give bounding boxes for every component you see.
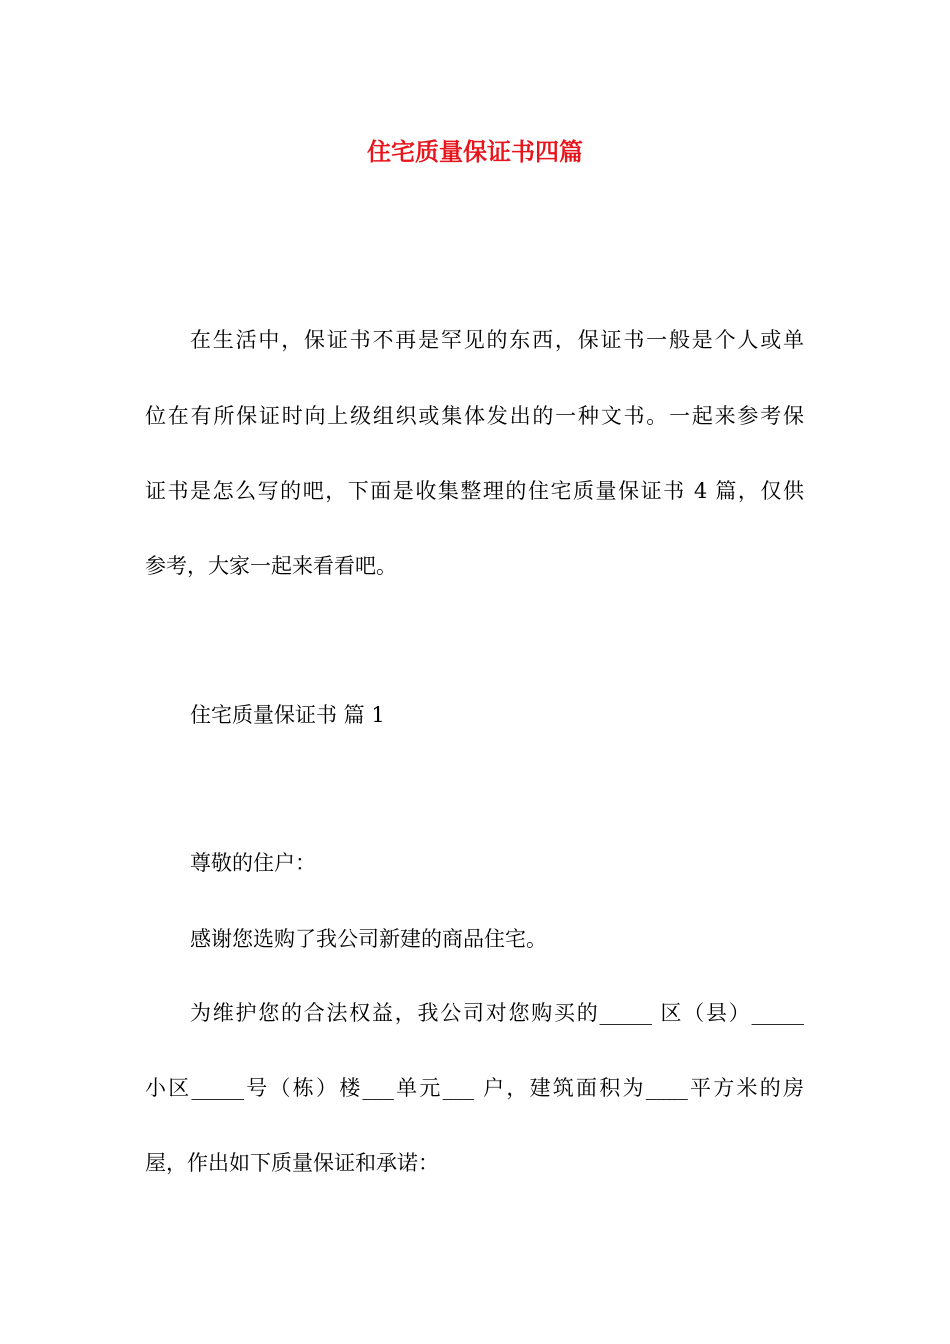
intro-line-1: 在生活中，保证书不再是罕见的东西，保证书一般是个人或单 (190, 328, 804, 352)
body-line-1: 为维护您的合法权益，我公司对您购买的_____ 区（县）_____ (190, 1001, 804, 1025)
document-title: 住宅质量保证书四篇 (367, 137, 583, 166)
thanks-paragraph: 感谢您选购了我公司新建的商品住宅。 (190, 927, 547, 951)
section-heading: 住宅质量保证书 篇 1 (190, 703, 385, 727)
body-line-3: 屋，作出如下质量保证和承诺： (145, 1151, 439, 1175)
salutation: 尊敬的住户： (190, 851, 316, 875)
intro-line-2: 位在有所保证时向上级组织或集体发出的一种文书。一起来参考保 (145, 404, 804, 428)
intro-line-3: 证书是怎么写的吧，下面是收集整理的住宅质量保证书 4 篇，仅供 (145, 479, 804, 503)
intro-line-4: 参考，大家一起来看看吧。 (145, 554, 397, 578)
body-line-2: 小区_____号（栋）楼___单元___ 户，建筑面积为____平方米的房 (145, 1076, 804, 1100)
